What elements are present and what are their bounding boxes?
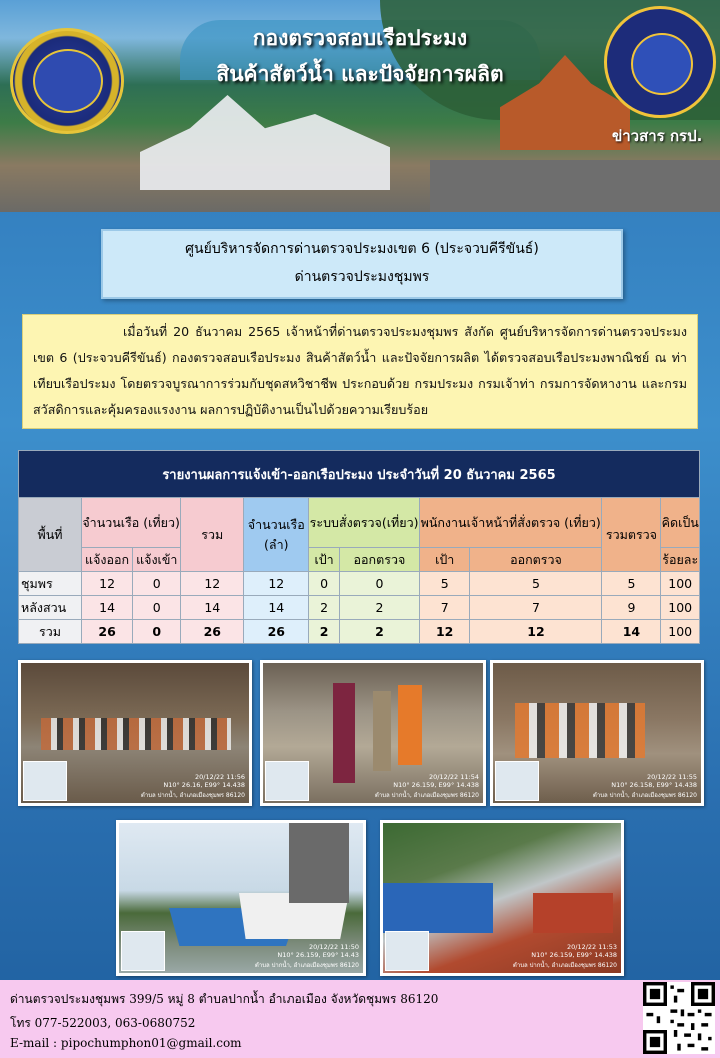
cell-percent: 100 <box>661 620 700 644</box>
table-total-row <box>19 620 700 644</box>
col-system-header: ระบบสั่งตรวจ(เที่ยว) <box>309 498 420 548</box>
cell-percent: 100 <box>661 596 700 620</box>
report-table <box>18 450 700 644</box>
col-percent-sub-header: ร้อยละ <box>661 548 700 572</box>
col-officer-header: พนักงานเจ้าหน้าที่สั่งตรวจ (เที่ยว) <box>419 498 602 548</box>
photo-timestamp: 20/12/22 11:54 N10° 26.159, E99° 14.438 <box>393 773 479 789</box>
col-area-header: พื้นที่ <box>19 498 82 572</box>
news-paragraph: เมื่อวันที่ 20 ธันวาคม 2565 เจ้าหน้าที่ด่านตรวจประมงชุมพร สังกัด ศูนย์บริหารจัดการด่านตรวจประมงเขต 6 (ประจวบคีรีขันธ์) กองตรวจสอบเรือประมง สินค้าสัตว์น้ำ และปัจจัยการผลิต ได้ตรวจสอบเรือประมงพาณิชย์ ณ ท่าเทียบเรือประมง โดยตรวจบูรณาการร่วมกับชุดสหวิชาชีพ ประกอบด้วย กรมประมง กรมเจ้าท่า กรมการจัดหางาน และกรมสวัสดิการและคุ้มครองแรงงาน ผลการปฏิบัติงานเป็นไปด้วยความเรียบร้อย <box>33 324 687 417</box>
road-image <box>430 160 720 212</box>
map-thumbnail <box>385 931 429 971</box>
table-row <box>19 572 700 596</box>
footer-address: ด่านตรวจประมงชุมพร 399/5 หมู่ 8 ตำบลปากน้ำ อำเภอเมือง จังหวัดชุมพร 86120 <box>10 992 439 1006</box>
cell-in: 0 <box>133 596 181 620</box>
photo-timestamp: 20/12/22 11:56 N10° 26.16, E99° 14.438 <box>163 773 245 789</box>
table-title: รายงานผลการแจ้งเข้า-ออกเรือประมง ประจำวันที่ 20 ธันวาคม 2565 <box>19 451 700 498</box>
cell-area: ชุมพร <box>19 572 82 596</box>
cell-total: 12 <box>181 572 244 596</box>
office-header-line2: ด่านตรวจประมงชุมพร <box>294 269 430 285</box>
banner-title-line2: สินค้าสัตว์น้ำ และปัจจัยการผลิต <box>216 62 504 86</box>
map-thumbnail <box>265 761 309 801</box>
cell-total: 26 <box>181 620 244 644</box>
photo-location: ตำบล ปากน้ำ, อำเภอเมืองชุมพร 86120 <box>592 792 697 799</box>
cell-sys-checked: 2 <box>339 620 419 644</box>
cell-off-target: 5 <box>419 572 470 596</box>
col-sum-check-header: รวมตรวจ <box>602 498 661 572</box>
footer-phone: โทร 077-522003, 063-0680752 <box>10 1016 196 1030</box>
cell-in: 0 <box>133 620 181 644</box>
qr-code[interactable] <box>643 982 715 1054</box>
photo-timestamp: 20/12/22 11:53 N10° 26.159, E99° 14.438 <box>531 943 617 959</box>
cell-out: 14 <box>82 596 133 620</box>
contact-footer <box>0 980 720 1058</box>
map-thumbnail <box>121 931 165 971</box>
boat-deck-photo <box>380 820 624 976</box>
cell-out: 12 <box>82 572 133 596</box>
photo-timestamp: 20/12/22 11:50 N10° 26.159, E99° 14.43 <box>277 943 359 959</box>
cell-area: รวม <box>19 620 82 644</box>
cell-sum-check: 5 <box>602 572 661 596</box>
office-header-line1: ศูนย์บริหารจัดการด่านตรวจประมงเขต 6 (ประจวบคีรีขันธ์) <box>185 241 539 257</box>
cell-total: 14 <box>181 596 244 620</box>
cell-sys-target: 0 <box>309 572 340 596</box>
cell-sys-checked: 2 <box>339 596 419 620</box>
cell-sys-target: 2 <box>309 620 340 644</box>
inspection-photo-2 <box>260 660 486 806</box>
cell-in: 0 <box>133 572 181 596</box>
col-in-header: แจ้งเข้า <box>133 548 181 572</box>
col-sys-target-header: เป้า <box>309 548 340 572</box>
footer-email[interactable]: E-mail : pipochumphon01@gmail.com <box>10 1036 242 1050</box>
cell-percent: 100 <box>661 572 700 596</box>
inspection-photo-1 <box>18 660 252 806</box>
inspection-photo-3 <box>490 660 704 806</box>
news-paragraph-box <box>22 314 698 429</box>
cell-boats: 12 <box>244 572 309 596</box>
photo-location: ตำบล ปากน้ำ, อำเภอเมืองชุมพร 86120 <box>140 792 245 799</box>
cell-out: 26 <box>82 620 133 644</box>
office-header-box <box>101 229 623 299</box>
map-thumbnail <box>23 761 67 801</box>
col-off-target-header: เป้า <box>419 548 470 572</box>
col-out-header: แจ้งออก <box>82 548 133 572</box>
cell-off-checked: 5 <box>470 572 602 596</box>
cell-off-target: 12 <box>419 620 470 644</box>
cell-sum-check: 14 <box>602 620 661 644</box>
photo-location: ตำบล ปากน้ำ, อำเภอเมืองชุมพร 86120 <box>254 962 359 969</box>
photo-location: ตำบล ปากน้ำ, อำเภอเมืองชุมพร 86120 <box>512 962 617 969</box>
cell-off-target: 7 <box>419 596 470 620</box>
fishing-boat-photo <box>116 820 366 976</box>
cell-sys-checked: 0 <box>339 572 419 596</box>
banner-title-line1: กองตรวจสอบเรือประมง <box>252 26 468 50</box>
map-thumbnail <box>495 761 539 801</box>
cell-off-checked: 12 <box>470 620 602 644</box>
col-sys-checked-header: ออกตรวจ <box>339 548 419 572</box>
table-row <box>19 596 700 620</box>
col-boats-header: จำนวนเรือ (เที่ยว) <box>82 498 181 548</box>
col-off-checked-header: ออกตรวจ <box>470 548 602 572</box>
cell-boats: 26 <box>244 620 309 644</box>
col-boat-count-header: จำนวนเรือ (ลำ) <box>244 498 309 572</box>
cell-area: หลังสวน <box>19 596 82 620</box>
cell-boats: 14 <box>244 596 309 620</box>
photo-timestamp: 20/12/22 11:55 N10° 26.158, E99° 14.438 <box>611 773 697 789</box>
col-total-header: รวม <box>181 498 244 572</box>
white-temple-image <box>140 95 390 190</box>
news-label: ข่าวสาร กรป. <box>612 127 703 145</box>
photo-location: ตำบล ปากน้ำ, อำเภอเมืองชุมพร 86120 <box>374 792 479 799</box>
cell-off-checked: 7 <box>470 596 602 620</box>
col-percent-header: คิดเป็น <box>661 498 700 548</box>
cell-sys-target: 2 <box>309 596 340 620</box>
cell-sum-check: 9 <box>602 596 661 620</box>
